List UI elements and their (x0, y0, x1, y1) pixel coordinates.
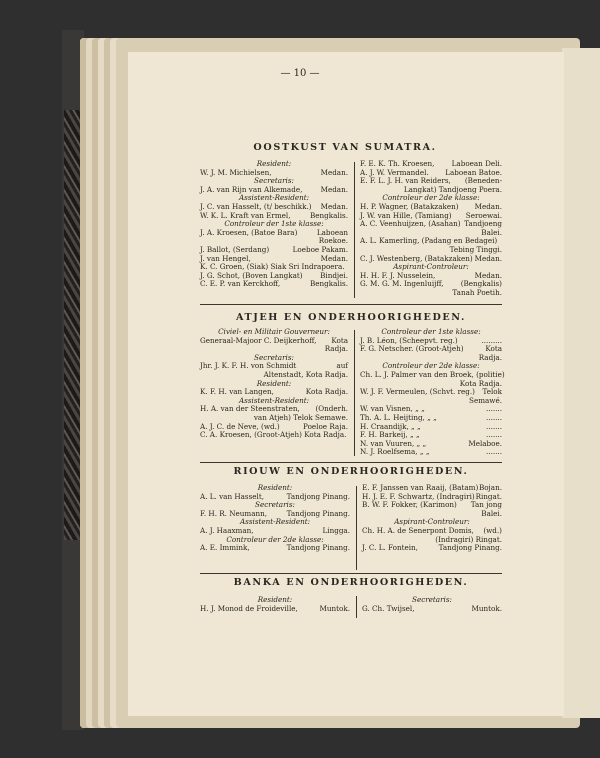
entry-name: Generaal-Majoor C. Deijkerhoff, (200, 335, 317, 345)
entry-name: F. E. K. Th. Kroesen, (360, 159, 435, 168)
entry-name: G. Ch. Twijsel, (362, 603, 415, 613)
entry-line (362, 605, 502, 614)
section-rule (200, 573, 502, 574)
entry-place: Laboean (316, 227, 348, 237)
entry-place: ......... (481, 335, 502, 345)
entry-name: J. A. Kroesen, (Batoe Bara) (200, 227, 298, 237)
entry-place: Medan. (320, 201, 348, 211)
entry-continuation: Balei. (481, 508, 502, 518)
section-title-banka: BANKA EN ONDERHOORIGHEDEN. (233, 577, 469, 588)
entry-name: H. J. E. F. Schwartz, (Indragiri) (362, 491, 475, 501)
role-heading: Secretaris: (254, 352, 294, 362)
entry-place: Tandjoeng (464, 219, 502, 229)
entry-place: Kota (485, 344, 502, 354)
entry-name: W. J. M. Michielsen, (200, 167, 272, 177)
column-banka-left (200, 596, 350, 613)
entry-name: F. H. Barkeij, „ „ (360, 430, 420, 440)
entry-place: Bengkalis. (310, 210, 348, 220)
entry-place: Tandjong Pinang. (438, 543, 502, 553)
section-title-atjeh: ATJEH EN ONDERHOORIGHEDEN. (235, 312, 466, 323)
entry-name: J. A. van Rijn van Alkemade, (200, 184, 303, 194)
entry-place: Bengkalis. (310, 279, 348, 289)
entry-name: Jhr. J. K. F. H. von Schmidt (200, 361, 297, 371)
entry-name: H. J. Monod de Froideville, (200, 603, 298, 613)
role-heading: Aspirant-Controleur: (394, 517, 470, 527)
column-riouw-left (200, 484, 350, 553)
entry-place: Medan. (474, 270, 502, 280)
entry-place: ....... (486, 404, 502, 414)
entry-place: ....... (486, 421, 502, 431)
entry-place: Medan. (320, 253, 348, 263)
section-title-riouw: RIOUW EN ONDERHOORIGHEDEN. (233, 466, 469, 477)
entry-name: J. G. Schot, (Boven Langkat) (200, 270, 303, 280)
entry-place: Kota Radja. (305, 387, 348, 397)
entry-name: H. P. Wagner, (Batakzaken) (360, 201, 459, 211)
entry-place: (Bengkalis) (460, 279, 502, 289)
entry-place: Poeloe Raja. (303, 421, 348, 431)
role-heading: Assistent-Resident: (239, 517, 311, 527)
role-heading: Controleur der 2de klasse: (226, 534, 324, 544)
entry-name: J. Ballot, (Serdang) (200, 244, 270, 254)
entry-name: J. C. L. Fontein, (362, 543, 418, 553)
entry-continuation: Radja. (478, 352, 502, 362)
entry-place: Tandjong Pinang. (286, 491, 350, 501)
entry-name: A. C. Veenhuijzen, (Asahan) (360, 219, 461, 229)
entry-place: Loeboe Pakam. (292, 244, 348, 254)
entry-continuation: Radja. (324, 344, 348, 354)
entry-name: Ch. L. J. Palmer van den Broek, (politie) (360, 369, 505, 379)
entry-line (200, 280, 348, 289)
entry-continuation: Kota Radja. (459, 378, 502, 388)
entry-name: K. C. Groen, (Siak) Siak Sri Indrapoera. (200, 262, 345, 272)
entry-continuation: Tebing Tinggi. (449, 244, 502, 254)
entry-name: J. C. van Hasselt, (t/ beschikk.) (200, 201, 312, 211)
entry-place: Tandjong Pinang. (286, 508, 350, 518)
entry-continuation: (Indragiri) Ringat. (435, 534, 502, 544)
entry-name: A. J. Haaxman, (200, 525, 254, 535)
entry-place: Laboean Deli. (451, 159, 502, 168)
role-heading: Controleur der 2de klasse: (382, 361, 480, 371)
column-riouw-right (362, 484, 502, 553)
role-heading: Aspirant-Controleur: (393, 262, 469, 272)
entry-place: Medan. (320, 167, 348, 177)
entry-name: C. J. Westenberg, (Batakzaken) (360, 253, 473, 263)
section-rule (200, 304, 502, 305)
role-heading: Civiel- en Militair Gouverneur: (218, 327, 330, 336)
entry-name: J. B. Léon, (Scheepvt. reg.) (360, 335, 458, 345)
role-heading: Resident: (257, 483, 293, 492)
entry-name: A. L. Kamerling, (Padang en Bedagei) (360, 236, 498, 246)
entry-name: A. J. W. Vermandel. (360, 167, 429, 177)
column-divider (356, 486, 357, 570)
entry-place: Telok (482, 387, 502, 397)
entry-place: Laboean Batoe. (445, 167, 502, 177)
column-divider (354, 330, 355, 456)
entry-name: Th. A. L. Heijting, „ „ (360, 412, 437, 422)
entry-name: B. W. F. Fokker, (Karimon) (362, 500, 457, 510)
entry-name: A. L. van Hasselt, (200, 491, 265, 501)
role-heading: Assistent-Resident: (238, 395, 310, 405)
entry-line (362, 544, 502, 553)
entry-name: W. van Visnen, „ „ (360, 404, 425, 414)
column-oostkust-left (200, 160, 348, 289)
entry-name: H. Craandijk, „ „ (360, 421, 421, 431)
entry-name: J. van Hengel, (200, 253, 251, 263)
entry-continuation: Altenstadt, Kota Radja. (263, 369, 348, 379)
column-banka-right (362, 596, 502, 613)
entry-place: Tan jong (470, 500, 502, 510)
entry-place: (Onderh. (315, 404, 348, 414)
section-rule (200, 462, 502, 463)
section-title-oostkust: OOSTKUST VAN SUMATRA. (253, 142, 437, 153)
role-heading: Secretaris: (412, 595, 452, 604)
entry-place: Medan. (320, 184, 348, 194)
entry-place: Medan. (474, 201, 502, 211)
role-heading: Resident: (257, 595, 293, 604)
column-divider (356, 596, 357, 618)
entry-place: Muntok. (471, 603, 502, 613)
entry-name: G. M. G. M. Ingenluijff, (360, 279, 444, 289)
entry-name: Ch. H. A. de Senerpont Domis, (362, 525, 474, 535)
role-heading: Secretaris: (255, 500, 295, 510)
entry-continuation: Tanah Poetih. (452, 287, 502, 297)
entry-continuation: Roekoe. (318, 236, 348, 246)
role-heading: Controleur der 2de klasse: (382, 193, 480, 203)
page-number: — 10 — (280, 68, 320, 79)
entry-name: F. H. R. Neumann, (200, 508, 268, 518)
entry-name: N. J. Roelfsema, „ „ (360, 447, 430, 457)
entry-place: Muntok. (319, 603, 350, 613)
entry-name: A. J. C. de Neve, (wd.) (200, 421, 280, 431)
role-heading: Controleur der 1ste klasse: (381, 327, 481, 336)
entry-continuation: van Atjeh) Telok Semawe. (253, 412, 348, 422)
entry-name: F. G. Netscher. (Groot-Atjeh) (360, 344, 464, 354)
entry-name: J. W. van Hille, (Tamiang) (360, 210, 452, 220)
column-oostkust-right (360, 160, 502, 298)
column-atjeh-left (200, 328, 348, 440)
entry-place: Ringat. (475, 491, 502, 501)
entry-name: C. A. Kroesen, (Groot-Atjeh) Kota Radja. (200, 430, 347, 440)
entry-name: C. E. P. van Kerckhoff, (200, 279, 281, 289)
entry-place: (Beneden- (464, 176, 502, 186)
entry-continuation: Langkat) Tandjoeng Poera. (403, 184, 502, 194)
entry-place: ....... (486, 430, 502, 440)
entry-name: W. K. L. Kraft van Ermel, (200, 210, 291, 220)
entry-place: auf (336, 361, 348, 371)
role-heading: Resident: (256, 378, 292, 388)
entry-place: Lingga. (322, 525, 350, 535)
entry-place: Tandjong Pinang. (286, 543, 350, 553)
entry-name: E. F. Janssen van Raaij, (Batam) (362, 483, 479, 492)
entry-line (360, 448, 502, 457)
entry-place: ....... (486, 447, 502, 457)
entry-place: Bindjei. (320, 270, 348, 280)
role-heading: Controleur der 1ste klasse: (224, 219, 324, 229)
entry-continuation: Balei. (481, 227, 502, 237)
entry-name: K. F. H. van Langen, (200, 387, 274, 397)
role-heading: Assistent-Resident: (238, 193, 310, 203)
entry-name: H. A. van der Steenstraten, (200, 404, 300, 414)
entry-continuation: Semawé. (469, 395, 502, 405)
entry-place: Medan. (474, 253, 502, 263)
column-divider (354, 162, 355, 298)
entry-place: Bojan. (478, 483, 502, 492)
role-heading: Resident: (256, 159, 292, 168)
entry-place: Seroewai. (465, 210, 502, 220)
entry-name: W. J. F. Vermeulen, (Schvt. reg.) (360, 387, 475, 397)
facing-page (562, 48, 600, 718)
entry-name: E. F. L. J. H. van Reiders, (360, 176, 451, 186)
entry-line (200, 544, 350, 553)
entry-place: ....... (486, 412, 502, 422)
entry-name: N. van Vuuren, „ „ (360, 438, 427, 448)
entry-place: Melaboe. (468, 438, 502, 448)
entry-name: H. H. F. J. Nusselein, (360, 270, 436, 280)
entry-place: (wd.) (483, 525, 502, 535)
column-atjeh-right (360, 327, 505, 457)
entry-line (200, 605, 350, 614)
entry-place: Kota (331, 335, 348, 345)
entry-name: A. E. Immink, (200, 543, 250, 553)
entry-line (200, 431, 348, 440)
role-heading: Secretaris: (254, 176, 294, 186)
